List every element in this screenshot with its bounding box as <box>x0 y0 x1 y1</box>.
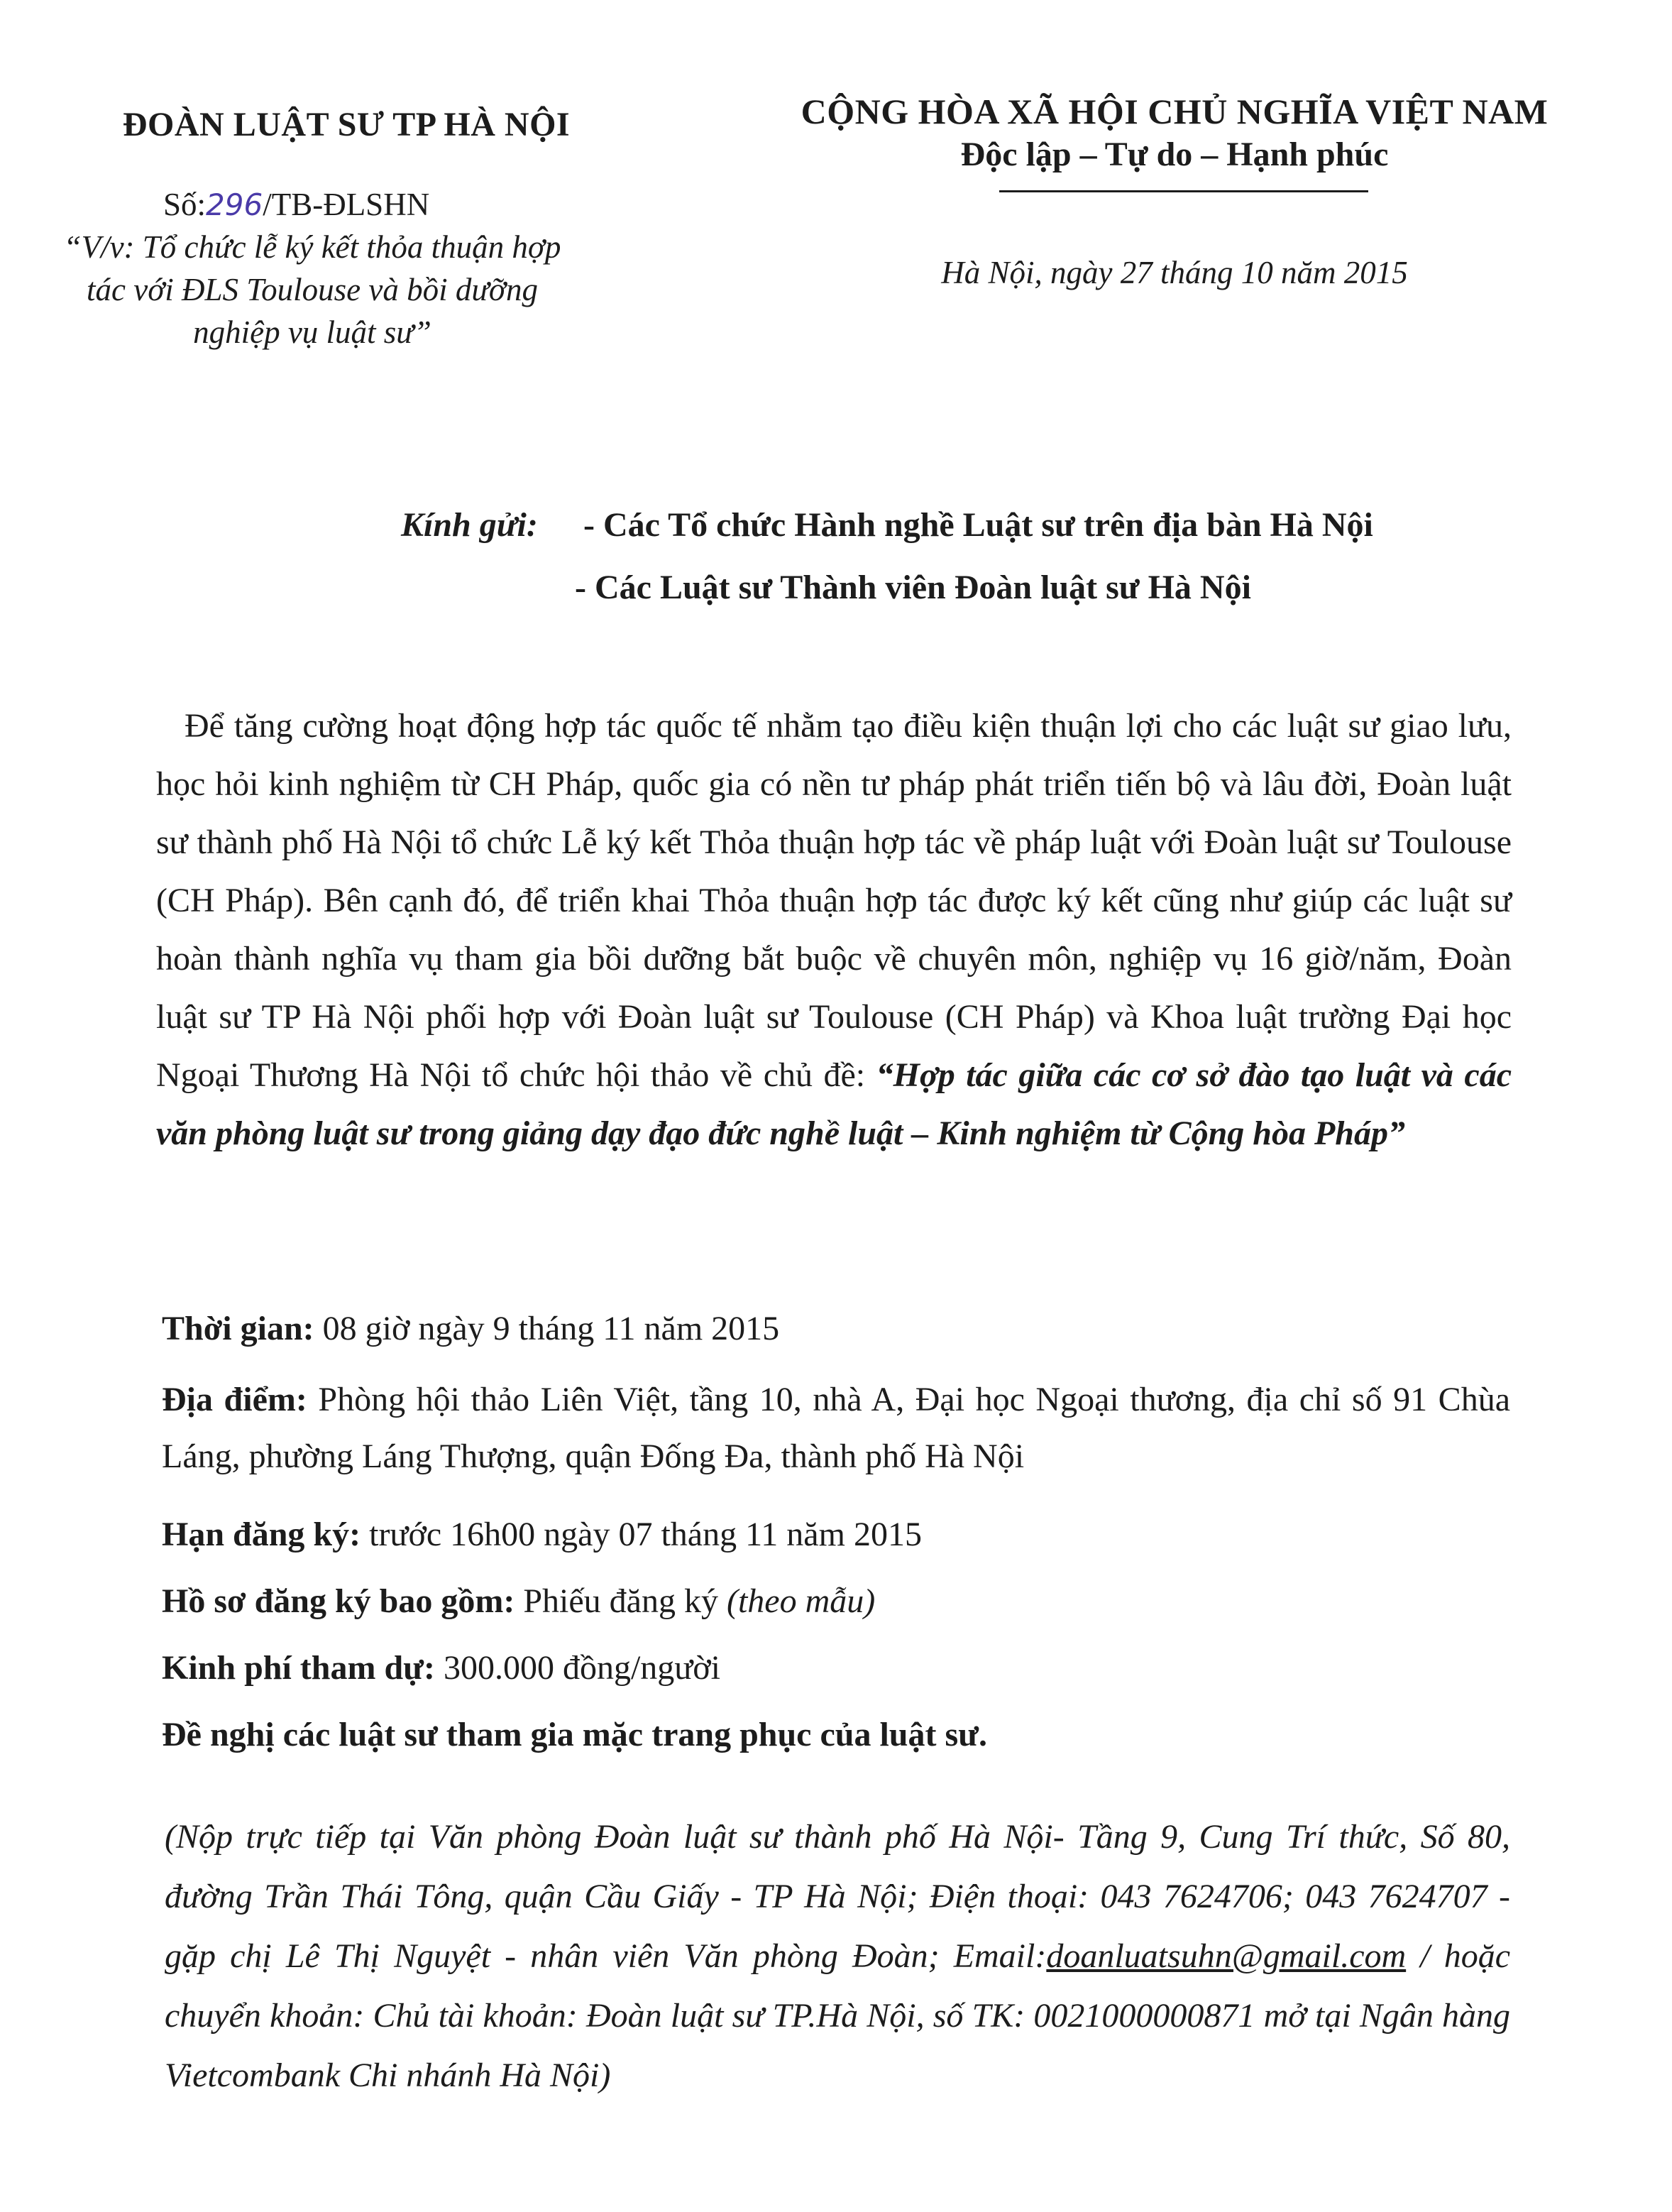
registration-documents-note: (theo mẫu) <box>726 1582 876 1620</box>
recipient-item: - Các Tổ chức Hành nghề Luật sư trên địa bàn Hà Nội <box>583 506 1373 544</box>
recipients-label: Kính gửi: <box>401 506 538 544</box>
event-time <box>162 1301 1510 1357</box>
participation-fee-value: 300.000 đồng/người <box>434 1649 721 1687</box>
doc-number-suffix: /TB-ĐLSHN <box>263 187 430 222</box>
registration-deadline-label: Hạn đăng ký: <box>162 1516 361 1553</box>
submission-note-text: (Nộp trực tiếp tại Văn phòng Đoàn luật sư thành phố Hà Nội- Tầng 9, Cung Trí thức, Số 80, đường Trần Thái Tông, quận Cầu Giấy - TP Hà Nội; Điện thoại: 043 7624706; 043 7624707 - gặp chị Lê Thị Nguyệt - nhân viên Văn phòng Đoàn; Email: <box>165 1818 1510 1975</box>
national-motto: Độc lập – Tự do – Hạnh phúc <box>960 136 1389 173</box>
motto-underline <box>999 190 1368 192</box>
doc-number-handwritten: 296 <box>206 187 263 222</box>
registration-deadline-value: trước 16h00 ngày 07 tháng 11 năm 2015 <box>361 1516 922 1553</box>
participation-fee <box>162 1640 1510 1697</box>
place-and-date: Hà Nội, ngày 27 tháng 10 năm 2015 <box>941 255 1408 290</box>
event-location-value: Phòng hội thảo Liên Việt, tầng 10, nhà A, Đại học Ngoại thương, địa chỉ số 91 Chùa Láng, phường Láng Thượng, quận Đống Đa, thành phố Hà Nội <box>162 1381 1510 1475</box>
registration-documents <box>162 1573 1510 1630</box>
body-paragraph <box>156 697 1512 1163</box>
registration-documents-value: Phiếu đăng ký <box>515 1582 727 1620</box>
event-time-label: Thời gian: <box>162 1310 314 1347</box>
document-subject: “V/v: Tổ chức lễ ký kết thỏa thuận hợp tác với ĐLS Toulouse và bồi dưỡng nghiệp vụ luật sư” <box>63 229 561 350</box>
recipient-item: - Các Luật sư Thành viên Đoàn luật sư Hà Nội <box>575 569 1251 606</box>
seminar-topic: “Hợp tác giữa các cơ sở đào tạo luật và các văn phòng luật sư trong giảng dạy đạo đức nghề luật – Kinh nghiệm từ Cộng hòa Pháp” <box>156 1056 1512 1152</box>
submission-note <box>165 1807 1510 2106</box>
doc-number-prefix: Số: <box>163 187 207 222</box>
event-time-value: 08 giờ ngày 9 tháng 11 năm 2015 <box>314 1310 780 1347</box>
dress-code-request: Đề nghị các luật sư tham gia mặc trang phục của luật sư. <box>162 1716 987 1753</box>
national-title: CỘNG HÒA XÃ HỘI CHỦ NGHĨA VIỆT NAM <box>801 92 1549 131</box>
event-location <box>162 1371 1510 1485</box>
registration-deadline <box>162 1506 1510 1563</box>
body-intro-text: Để tăng cường hoạt động hợp tác quốc tế nhằm tạo điều kiện thuận lợi cho các luật sư giao lưu, học hỏi kinh nghiệm từ CH Pháp, quốc gia có nền tư pháp phát triển tiến bộ và lâu đời, Đoàn luật sư thành phố Hà Nội tổ chức Lễ ký kết Thỏa thuận hợp tác về pháp luật với Đoàn luật sư Toulouse (CH Pháp). Bên cạnh đó, để triển khai Thỏa thuận hợp tác được ký kết cũng như giúp các luật sư hoàn thành nghĩa vụ tham gia bồi dưỡng bắt buộc về chuyên môn, nghiệp vụ 16 giờ/năm, Đoàn luật sư TP Hà Nội phối hợp với Đoàn luật sư Toulouse (CH Pháp) và Khoa luật trường Đại học Ngoại Thương Hà Nội tổ chức hội thảo về chủ đề: <box>156 707 1512 1094</box>
issuing-organization: ĐOÀN LUẬT SƯ TP HÀ NỘI <box>122 106 571 143</box>
participation-fee-label: Kinh phí tham dự: <box>162 1649 435 1687</box>
document-number <box>163 186 429 223</box>
bank-transfer-text: / hoặc chuyển khoản: Chủ tài khoản: Đoàn luật sư TP.Hà Nội, số TK: 0021000000871 mở tại Ngân hàng Vietcombank Chi nhánh Hà Nội) <box>165 1937 1511 2094</box>
event-location-label: Địa điểm: <box>162 1381 307 1418</box>
registration-documents-label: Hồ sơ đăng ký bao gồm: <box>162 1582 515 1620</box>
contact-email-link[interactable]: doanluatsuhn@gmail.com <box>1046 1937 1407 1975</box>
